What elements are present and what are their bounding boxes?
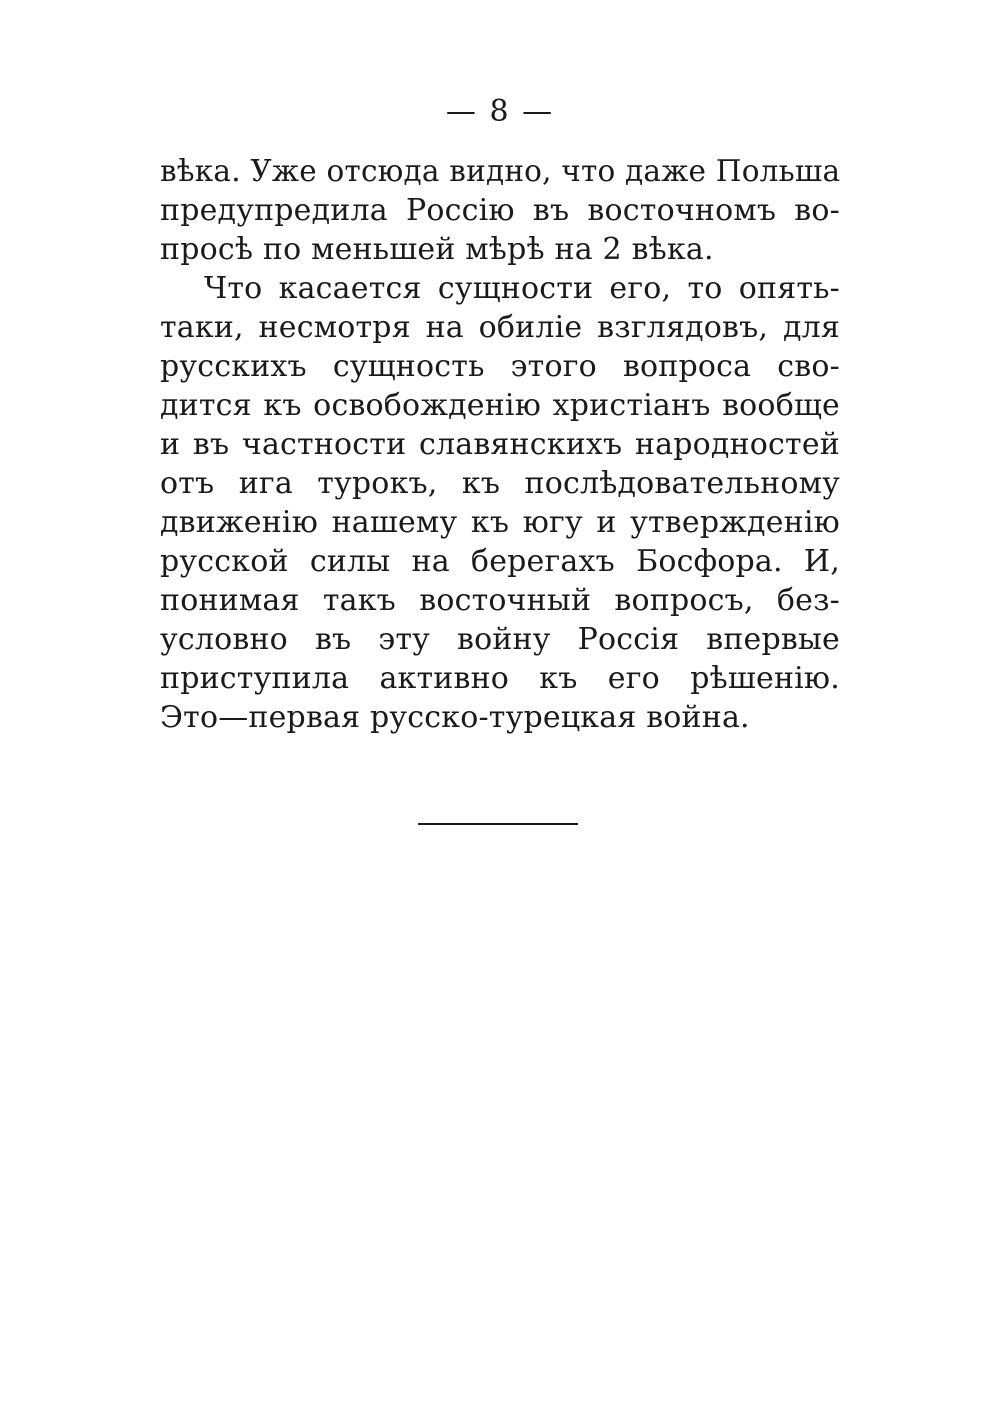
text-line: русскихъ сущность этого вопроса сво- <box>160 349 840 384</box>
text-line: понимая такъ восточный вопросъ, без- <box>160 583 840 618</box>
paragraph-1 <box>160 152 840 269</box>
text-line: дится къ освобожденію христіанъ вообще <box>160 388 840 423</box>
text-line: вѣка. Уже отсюда видно, что даже Польша <box>160 154 841 188</box>
text-line: отъ ига турокъ, къ послѣдовательному <box>160 466 840 501</box>
text-line: и въ частности славянскихъ народностей <box>160 427 840 462</box>
text-line: просѣ по меньшей мѣрѣ на 2 вѣка. <box>160 232 714 267</box>
text-line: Это—первая русско-турецкая война. <box>160 700 750 735</box>
text-line: таки, несмотря на обиліе взглядовъ, для <box>160 310 840 345</box>
paragraph-2 <box>160 269 840 737</box>
text-line: русской силы на берегахъ Босфора. И, <box>160 544 840 579</box>
text-line: приступила активно къ его рѣшенію. <box>160 661 840 696</box>
text-line: условно въ эту войну Россія впервые <box>160 622 840 657</box>
page-number: — 8 — <box>445 94 555 129</box>
body-text <box>160 152 840 737</box>
text-line: предупредила Россію въ восточномъ во- <box>160 193 840 228</box>
section-divider <box>418 823 578 825</box>
text-line: движенію нашему къ югу и утвержденію <box>160 505 840 540</box>
text-line: Что касается сущности его, то опять- <box>204 271 840 306</box>
